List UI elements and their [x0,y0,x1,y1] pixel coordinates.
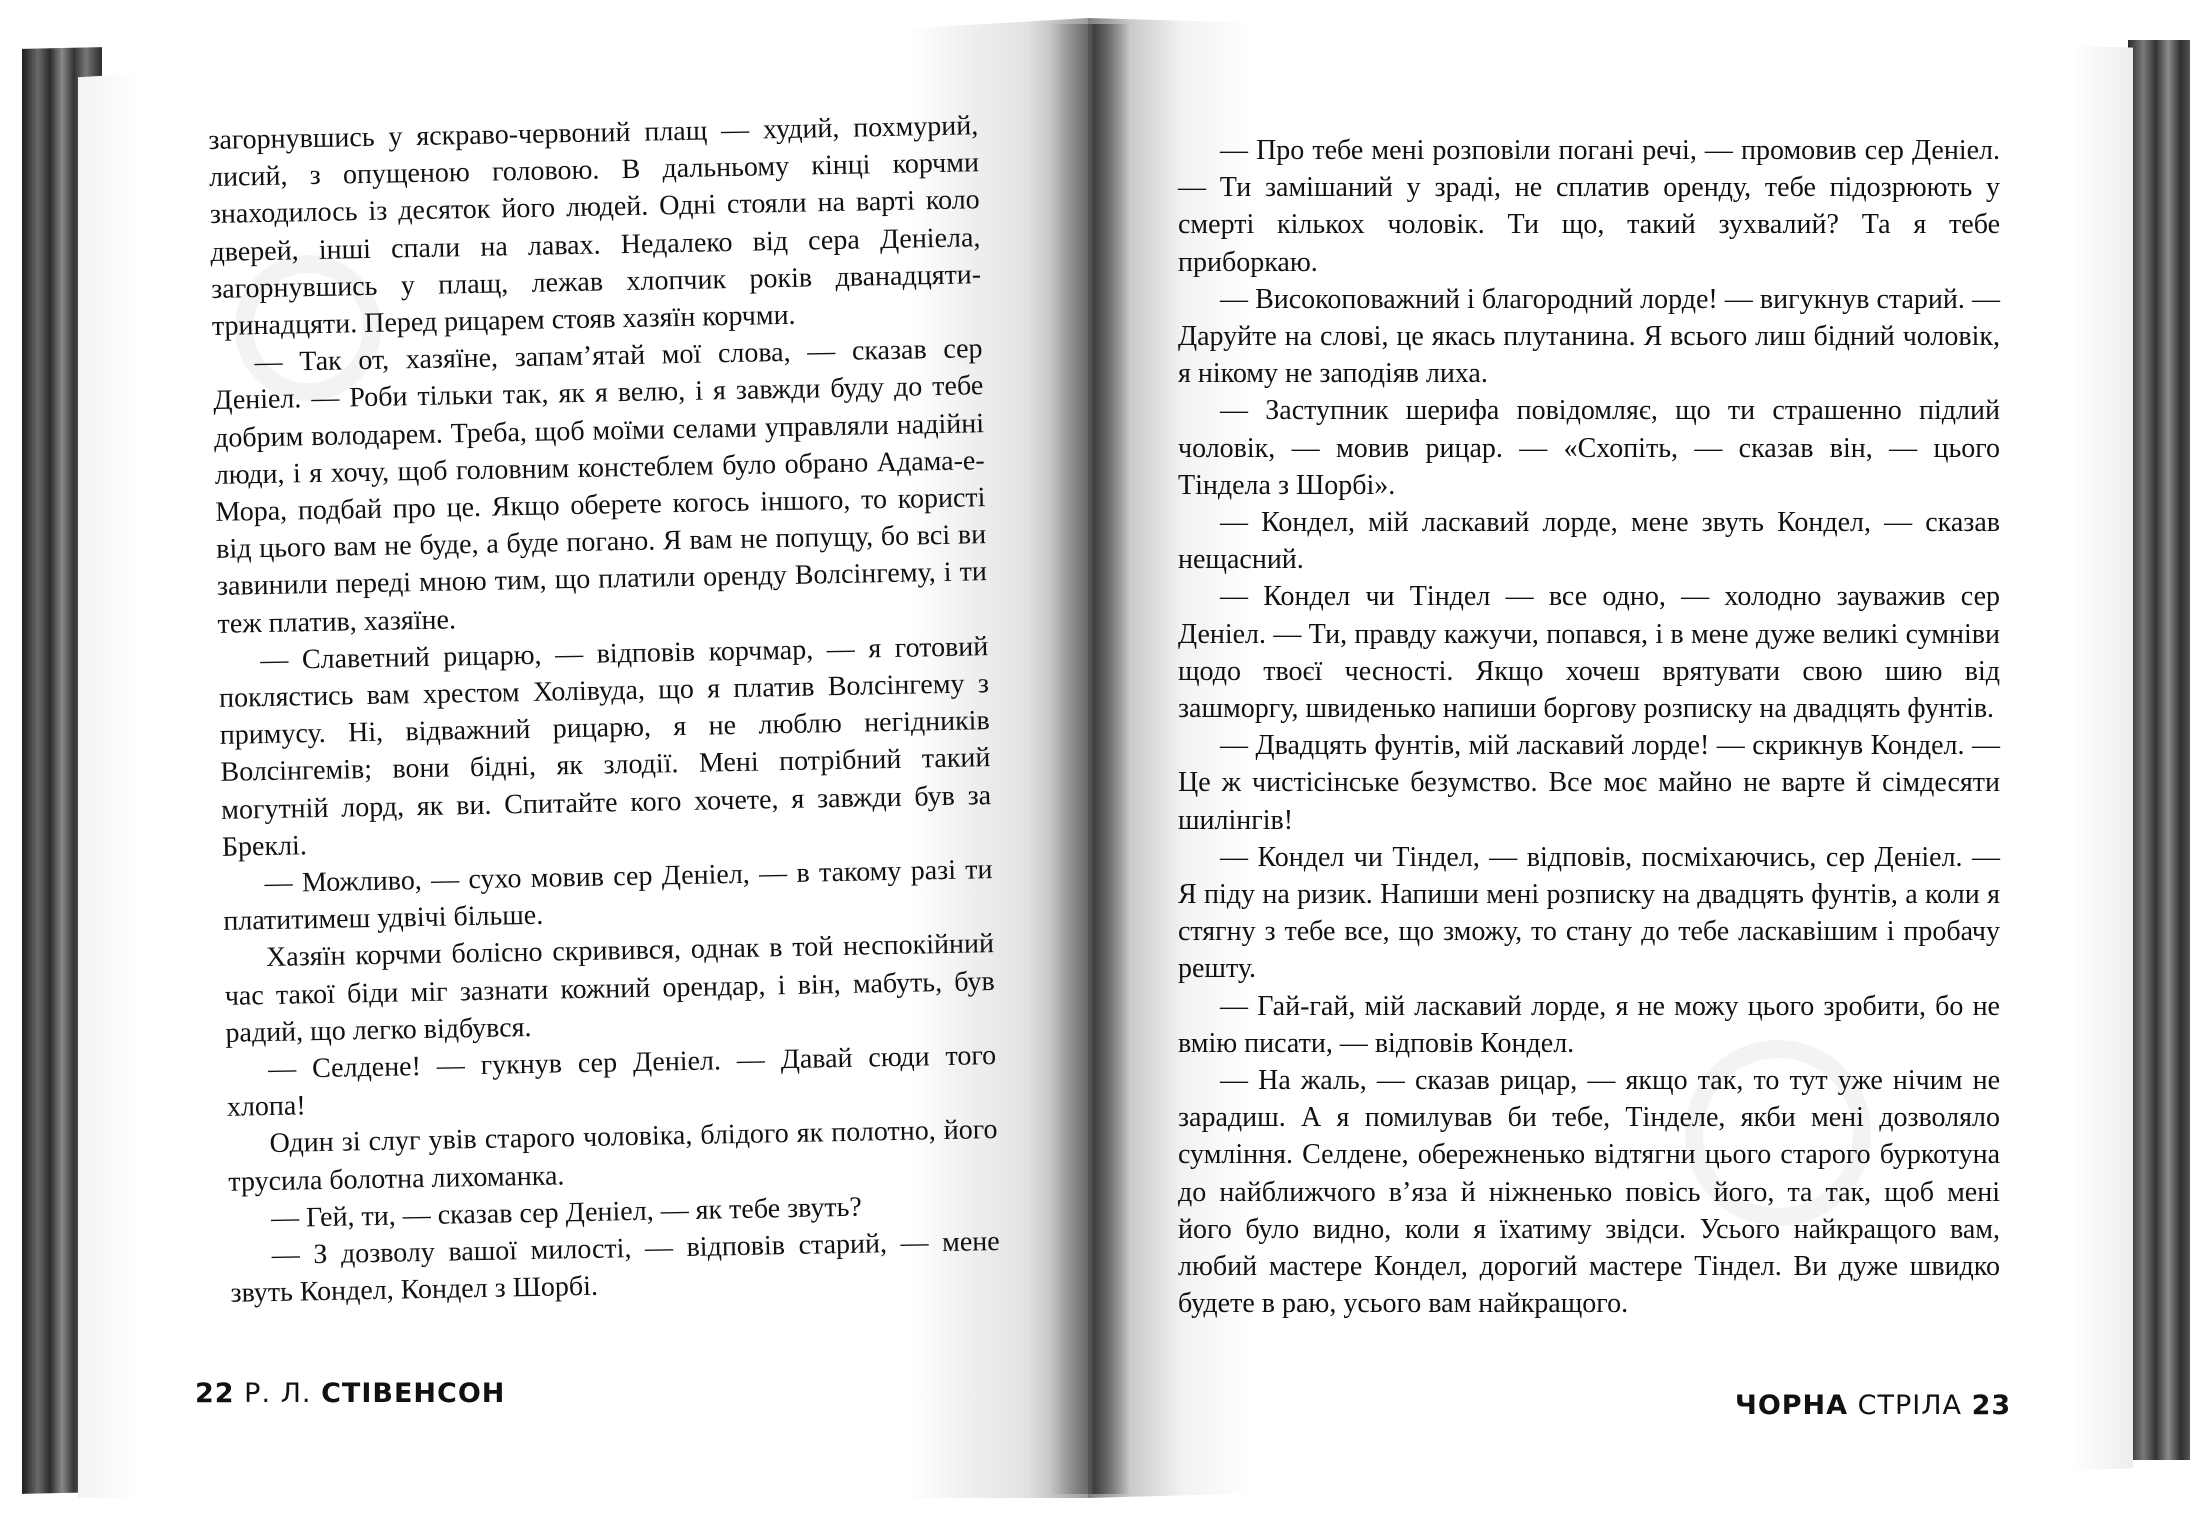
author-name: СТІВЕНСОН [321,1378,506,1409]
paragraph: — Гай-гай, мій ласкавий лорде, я не можу цього зробити, бо не вмію писати, — відповів Кондел. [1178,990,2000,1059]
paragraph: — Про тебе мені розповіли погані речі, — промовив сер Деніел. — Ти замішаний у зраді, не сплатив оренду, тебе підозрюють у смерті кількох чоловік. Ти що, такий зухвалий? Та я тебе приборкаю. [1178,135,2000,278]
paragraph: — Кондел чи Тіндел, — відповів, посміхаючись, сер Деніел. — Я піду на ризик. Напиши мені розписку на двадцять фунтів, а коли я стягну з тебе все, що зможу, то стану до тебе ласкавішим і пробачу решту. [1178,841,2000,985]
author-initials: Р. Л. [244,1378,312,1409]
left-page-footer [195,1378,505,1409]
paragraph: — Кондел чи Тіндел — все одно, — холодно зауважив сер Деніел. — Ти, правду кажучи, попався, і в мене дуже великі сумніви щодо твоєї чесності. Якщо хочеш врятувати свою шию від зашморгу, швиденько напиши боргову розписку на двадцять фунтів. [1178,581,2000,725]
paragraph: — Високоповажний і благородний лорде! — вигукнув старий. — Даруйте на слові, це якась плутанина. Я всього лиш бідний чоловік, я нікому не заподіяв лиха. [1178,283,2000,390]
left-page-text [208,107,1001,1312]
book-title-bold: ЧОРНА [1735,1390,1849,1421]
page-number: 22 [195,1378,235,1409]
paragraph: — Можливо, — сухо мовив сер Деніел, — в такому разі ти платитимеш удвічі більше. [223,854,993,938]
paragraph: — З дозволу вашої милості, — відповів старий, — мене звуть Кондел, Кондел з Шорбі. [230,1226,1000,1310]
right-page-stack [2128,40,2190,1460]
paragraph: — Кондел, мій ласкавий лорде, мене звуть Кондел, — сказав нещасний. [1178,507,2000,576]
right-page-text [1178,132,2000,1323]
paragraph: — Славетний рицарю, — відповів корчмар, — я готовий поклястись вам хрестом Холівуда, що я платив Волсінгему з примусу. Ні, відважний рицарю, я не люблю негідників Волсінгемів; вони бідні, як злодії. Мені потрібний такий могутній лорд, як ви. Спитайте кого хочете, я завжди був за Брeклі. [218,630,992,863]
paragraph: — На жаль, — сказав рицар, — якщо так, то тут уже нічим не зарадиш. А я помилував би тебе, Тінделе, якби мені дозволяло сумління. Селдене, обережненько відтягни цього старого буркотуна до найближчого в’яза й ніжненько повісь його, та так, щоб мені його було видно, коли я їхатиму звідси. Усього найкращого вам, любий мастере Кондел, дорогий мастере Тіндел. Ви дуже швидко будете в раю, усього вам найкращого. [1178,1065,2000,1320]
gutter-shadow [1050,24,1130,1494]
paragraph: Хазяїн корчми болісно скривився, однак в той неспокійний час такої біди міг зазнати кожний орендар, і він, мабуть, був радий, що легко відбувся. [224,928,995,1049]
page-number: 23 [1971,1390,2012,1421]
book-title-rest: СТРІЛА [1857,1390,1963,1421]
right-page-footer [1735,1390,2011,1421]
paragraph: — Двадцять фунтів, мій ласкавий лорде! — скрикнув Кондел. — Це ж чистісінське безумство. Все моє майно не варте й сімдесяти шилінгів! [1178,730,2000,836]
paragraph: — Заступник шерифа повідомляє, що ти страшенно підлий чоловік, — мовив рицар. — «Схопіть, — сказав він, — цього Тіндела з Шорбі». [1178,395,2000,501]
paragraph: загорнувшись у яскраво-червоний плащ — худий, похмурий, лисий, з опущеною головою. В дальньому кінці корчми знаходилось із десяток його людей. Одні стояли на варті коло дверей, інші спали на лавах. Недалеко від сера Деніела, загорнувшись у плащ, лежав хлопчик років дванадцяти-тринадцяти. Перед рицарем стояв хазяїн корчми. [208,110,982,342]
paragraph: Один зі слуг увів старого чоловіка, блідого як полотно, його трусила болотна лихоманка. [228,1114,998,1198]
paragraph: — Селдене! — гукнув сер Деніел. — Давай сюди того хлопа! [226,1040,997,1124]
paragraph: — Так от, хазяїне, запам’ятай мої слова, — сказав сер Деніел. — Роби тільки так, як я велю, і я завжди буду до тебе добрим володарем. Треба, щоб моїми селами управляли надійні люди, і я хочу, щоб головним констеблем було обрано Адама-е-Мора, подбай про це. Якщо оберете когось іншого, то користі від цього вам не буде, а буде погано. Я вам не попущу, бо всі ви завинили переді мною тим, що платили оренду Волсінгему, і ти теж платив, хазяїне. [213,333,988,640]
paragraph: — Гей, ти, — сказав сер Деніел, — як тебе звуть? [270,1191,863,1234]
